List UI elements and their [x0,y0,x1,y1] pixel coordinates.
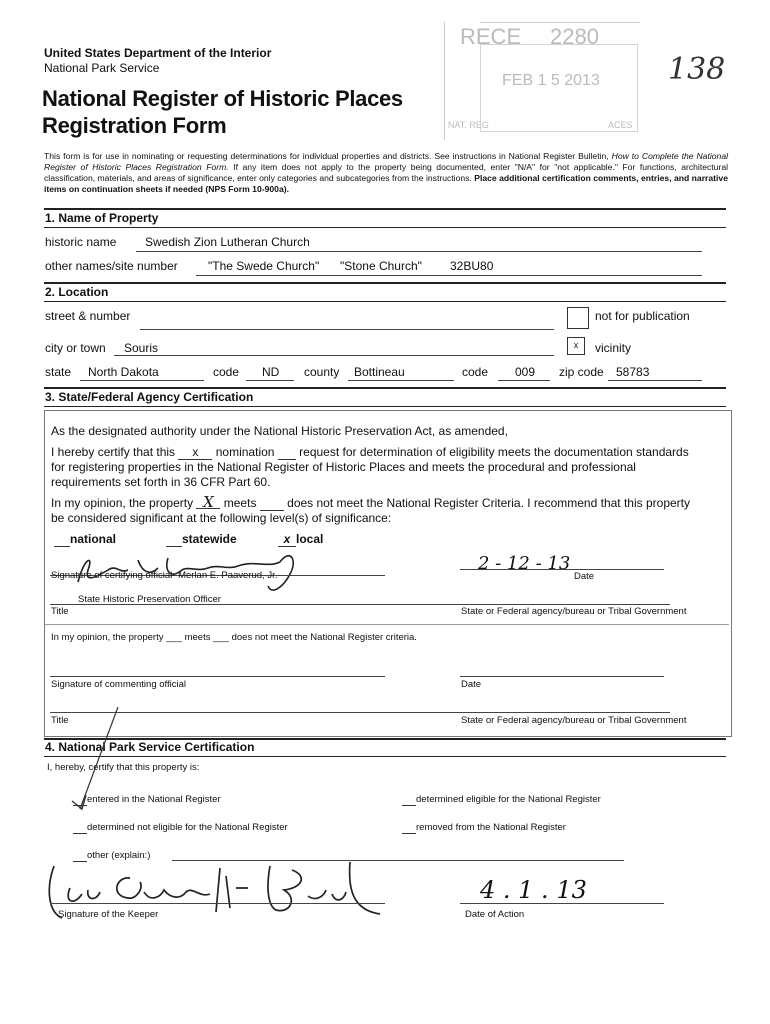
certify-line3: requirements set forth in 36 CFR Part 60. [51,475,271,489]
city-value[interactable]: Souris [124,341,159,355]
stamp-number: 2280 [550,24,599,49]
action-date-label: Date of Action [465,909,525,920]
keeper-signature-label: Signature of the Keeper [58,909,159,920]
commenting-opinion-text: In my opinion, the property ___ meets ___ does not meet the National Register criteria. [51,632,417,643]
county-value[interactable]: Bottineau [354,365,405,379]
city-label: city or town [45,341,106,355]
section1-heading: 1. Name of Property [45,211,159,225]
agency-label: State or Federal agency/bureau or Tribal Government [461,606,687,617]
nps-certify-text: I, hereby, certify that this property is: [47,762,200,773]
state-code[interactable]: ND [262,365,280,379]
authority-text: As the designated authority under the National Historic Preservation Act, as amended, [51,424,508,438]
certifying-date-handwritten: 2 - 12 - 13 [478,553,571,574]
county-label: county [304,365,340,379]
state-value[interactable]: North Dakota [88,365,159,379]
state-code-label: code [213,365,240,379]
received-stamp [440,22,640,142]
form-title-line1: National Register of Historic Places [42,86,403,111]
service-name: National Park Service [44,61,160,75]
official-title-value: State Historic Preservation Officer [78,594,221,605]
vicinity-checkbox[interactable]: x [567,337,585,355]
option-other[interactable]: other (explain:) [73,850,150,862]
certifying-signature-label: Signature of certifying official- Merlan E. Paaverud, Jr. [51,570,278,581]
state-label: state [45,365,72,379]
title-label: Title [51,606,69,617]
level-local[interactable]: x local [278,532,323,547]
other-name-1[interactable]: "The Swede Church" [208,259,320,273]
form-title-line2: Registration Form [42,113,227,138]
historic-name-label: historic name [45,235,117,249]
commenting-agency-label: State or Federal agency/bureau or Tribal Government [461,715,687,726]
section4-heading: 4. National Park Service Certification [45,740,255,754]
county-code[interactable]: 009 [515,365,536,379]
form-instructions: This form is for use in nominating or requesting determinations for individual properties and districts. See instructions in National Register Bulletin, How to Complete the National Register of Historic Places Registration Form. If any item does not apply to the property being documented, enter "N/A" for "not applicable." For functions, architectural classification, materials, and areas of significance, enter only categories and subcategories from the instructions. Place additional certification comments, entries, and narrative items on continuation sheets if needed (NPS Form 10-900a). [44,151,729,194]
historic-name-value[interactable]: Swedish Zion Lutheran Church [145,235,310,249]
vicinity-label: vicinity [595,341,632,355]
not-for-publication-checkbox[interactable] [567,307,589,329]
level-statewide[interactable]: statewide [166,532,237,547]
zip-label: zip code [559,365,604,379]
opinion-line1: In my opinion, the property X meets does not meet the National Register Criteria. I recommend that this property [51,493,690,511]
section3-heading: 3. State/Federal Agency Certification [45,390,254,404]
meets-mark[interactable]: X [196,496,220,509]
stamp-bottom-left: NAT. REG [448,120,489,130]
commenting-signature-label: Signature of commenting official [51,679,187,690]
commenting-date-label: Date [461,679,482,690]
option-eligible[interactable]: determined eligible for the National Register [402,794,601,806]
stamp-received-text: RECE [460,24,522,49]
option-not-eligible[interactable]: determined not eligible for the National Register [73,822,288,834]
county-code-label: code [462,365,489,379]
certifying-date-label: Date [574,571,595,582]
other-names-label: other names/site number [45,259,178,273]
commenting-title-label: Title [51,715,69,726]
nomination-mark[interactable]: x [178,445,212,460]
level-national[interactable]: national [54,532,116,547]
certify-line2: for registering properties in the National Register of Historic Places and meets the procedural and professional [51,460,636,474]
stamp-date: FEB 1 5 2013 [502,72,600,89]
not-for-publication-label: not for publication [595,309,690,323]
stamp-bottom-right: ACES [608,120,633,130]
street-label: street & number [45,309,131,323]
section2-heading: 2. Location [45,285,109,299]
option-entered[interactable]: entered in the National Register [73,794,221,806]
department-name: United States Department of the Interior [44,46,272,60]
handwritten-number: 138 [668,52,726,87]
other-name-2[interactable]: "Stone Church" [340,259,422,273]
opinion-line2: be considered significant at the following level(s) of significance: [51,511,392,525]
zip-value[interactable]: 58783 [616,365,650,379]
option-removed[interactable]: removed from the National Register [402,822,566,834]
site-number[interactable]: 32BU80 [450,259,494,273]
certify-line1: I hereby certify that this x nomination request for determination of eligibility meets the documentation standards [51,445,689,459]
action-date-handwritten: 4 . 1 . 13 [480,876,587,904]
